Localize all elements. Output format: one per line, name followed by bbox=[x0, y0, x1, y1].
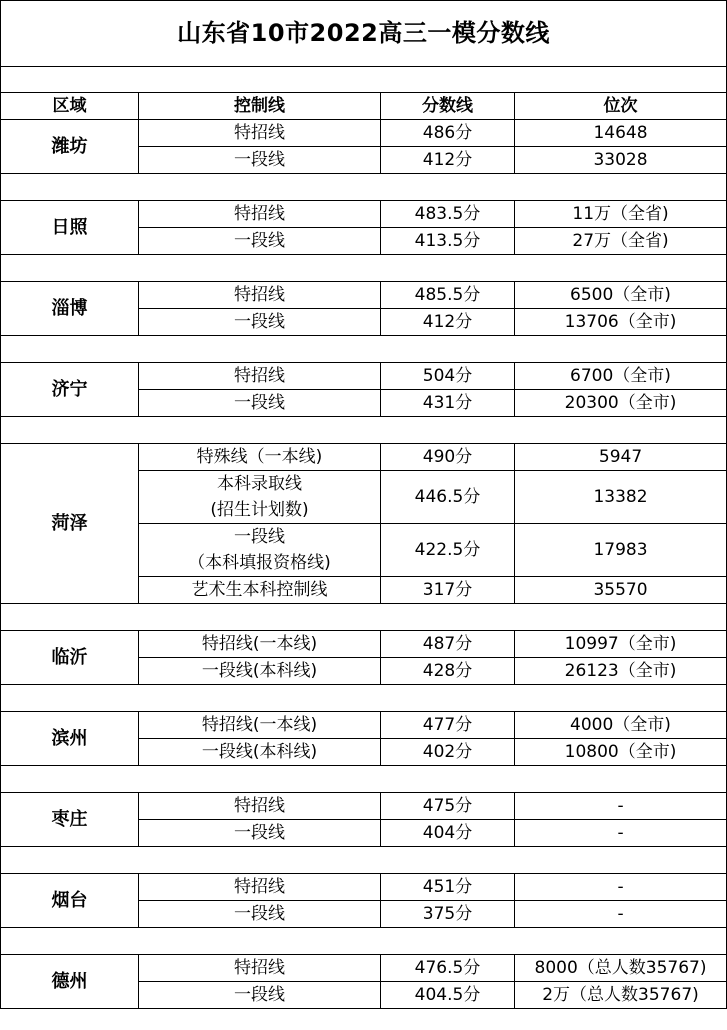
score-cell: 477分 bbox=[381, 712, 515, 739]
table-row bbox=[1, 874, 727, 901]
region-cell: 日照 bbox=[1, 201, 139, 255]
control-line-cell: 特招线 bbox=[139, 120, 381, 147]
rank-cell: 5947 bbox=[515, 444, 727, 471]
bottom-fade bbox=[0, 1020, 726, 1030]
rank-cell: 10800（全市) bbox=[515, 739, 727, 766]
spacer-cell bbox=[1, 766, 727, 793]
control-line-cell: 特招线 bbox=[139, 874, 381, 901]
score-cell: 483.5分 bbox=[381, 201, 515, 228]
rank-cell: 6500（全市) bbox=[515, 282, 727, 309]
control-line-main: 本科录取线 bbox=[217, 474, 302, 494]
control-line-cell: 特招线(一本线) bbox=[139, 712, 381, 739]
score-cell: 428分 bbox=[381, 658, 515, 685]
control-line-cell: 一段线 bbox=[139, 309, 381, 336]
spacer-row bbox=[1, 174, 727, 201]
score-cell: 317分 bbox=[381, 577, 515, 604]
control-line-cell: 特招线(一本线) bbox=[139, 631, 381, 658]
rank-cell: 6700（全市) bbox=[515, 363, 727, 390]
region-cell: 济宁 bbox=[1, 363, 139, 417]
spacer-row bbox=[1, 928, 727, 955]
header-rank: 位次 bbox=[515, 93, 727, 120]
table-row bbox=[1, 201, 727, 228]
score-cell: 402分 bbox=[381, 739, 515, 766]
rank-cell: - bbox=[515, 901, 727, 928]
header-row bbox=[1, 93, 727, 120]
spacer-row bbox=[1, 685, 727, 712]
rank-cell: 11万（全省) bbox=[515, 201, 727, 228]
table-row bbox=[1, 282, 727, 309]
score-cell: 404分 bbox=[381, 820, 515, 847]
rank-cell: 20300（全市) bbox=[515, 390, 727, 417]
score-cell: 412分 bbox=[381, 147, 515, 174]
rank-cell: - bbox=[515, 820, 727, 847]
control-line-cell: 特殊线（一本线) bbox=[139, 444, 381, 471]
rank-cell: 26123（全市) bbox=[515, 658, 727, 685]
title-row bbox=[1, 1, 727, 67]
control-line-main: 一段线 bbox=[234, 527, 285, 547]
region-cell: 菏泽 bbox=[1, 444, 139, 604]
control-line-cell: 一段线(本科线) bbox=[139, 658, 381, 685]
rank-cell: 14648 bbox=[515, 120, 727, 147]
control-line-cell bbox=[139, 524, 381, 577]
rank-cell: 35570 bbox=[515, 577, 727, 604]
rank-cell: 2万（总人数35767) bbox=[515, 982, 727, 1009]
region-cell: 临沂 bbox=[1, 631, 139, 685]
score-cell: 404.5分 bbox=[381, 982, 515, 1009]
score-cell: 504分 bbox=[381, 363, 515, 390]
control-line-cell: 一段线 bbox=[139, 228, 381, 255]
score-cell: 446.5分 bbox=[381, 471, 515, 524]
table-row bbox=[1, 712, 727, 739]
score-cell: 413.5分 bbox=[381, 228, 515, 255]
control-line-note: (招生计划数) bbox=[210, 500, 309, 520]
spacer-row bbox=[1, 255, 727, 282]
header-control-line: 控制线 bbox=[139, 93, 381, 120]
spacer-cell bbox=[1, 336, 727, 363]
region-cell: 潍坊 bbox=[1, 120, 139, 174]
score-cell: 375分 bbox=[381, 901, 515, 928]
control-line-cell: 一段线 bbox=[139, 390, 381, 417]
control-line-cell: 一段线 bbox=[139, 820, 381, 847]
header-region: 区域 bbox=[1, 93, 139, 120]
spacer-cell bbox=[1, 67, 727, 93]
rank-cell: 10997（全市) bbox=[515, 631, 727, 658]
rank-cell: 4000（全市) bbox=[515, 712, 727, 739]
score-cell: 490分 bbox=[381, 444, 515, 471]
control-line-cell: 特招线 bbox=[139, 793, 381, 820]
region-cell: 滨州 bbox=[1, 712, 139, 766]
score-cell: 485.5分 bbox=[381, 282, 515, 309]
rank-cell: 13382 bbox=[515, 471, 727, 524]
spacer-cell bbox=[1, 604, 727, 631]
rank-cell: - bbox=[515, 793, 727, 820]
spacer-row bbox=[1, 417, 727, 444]
spacer-cell bbox=[1, 417, 727, 444]
spacer-row bbox=[1, 604, 727, 631]
score-cell: 487分 bbox=[381, 631, 515, 658]
spacer-cell bbox=[1, 847, 727, 874]
table-row bbox=[1, 631, 727, 658]
score-cell: 486分 bbox=[381, 120, 515, 147]
rank-cell: 27万（全省) bbox=[515, 228, 727, 255]
control-line-cell: 一段线(本科线) bbox=[139, 739, 381, 766]
rank-cell: 8000（总人数35767) bbox=[515, 955, 727, 982]
region-cell: 淄博 bbox=[1, 282, 139, 336]
control-line-cell: 特招线 bbox=[139, 955, 381, 982]
rank-cell: 17983 bbox=[515, 524, 727, 577]
spacer-cell bbox=[1, 928, 727, 955]
control-line-cell: 特招线 bbox=[139, 282, 381, 309]
control-line-cell: 一段线 bbox=[139, 982, 381, 1009]
table-row bbox=[1, 955, 727, 982]
control-line-cell: 一段线 bbox=[139, 147, 381, 174]
rank-cell: 13706（全市) bbox=[515, 309, 727, 336]
region-cell: 烟台 bbox=[1, 874, 139, 928]
table-row bbox=[1, 793, 727, 820]
score-cell: 412分 bbox=[381, 309, 515, 336]
control-line-cell: 艺术生本科控制线 bbox=[139, 577, 381, 604]
control-line-cell: 特招线 bbox=[139, 363, 381, 390]
page-title: 山东省10市2022高三一模分数线 bbox=[1, 1, 727, 67]
spacer-cell bbox=[1, 255, 727, 282]
region-cell: 德州 bbox=[1, 955, 139, 1009]
spacer-row bbox=[1, 336, 727, 363]
score-cell: 476.5分 bbox=[381, 955, 515, 982]
rank-cell: - bbox=[515, 874, 727, 901]
spacer-cell bbox=[1, 174, 727, 201]
region-cell: 枣庄 bbox=[1, 793, 139, 847]
control-line-cell bbox=[139, 471, 381, 524]
score-cell: 422.5分 bbox=[381, 524, 515, 577]
spacer-row bbox=[1, 847, 727, 874]
header-score: 分数线 bbox=[381, 93, 515, 120]
table-row bbox=[1, 363, 727, 390]
score-cell: 431分 bbox=[381, 390, 515, 417]
score-cell: 451分 bbox=[381, 874, 515, 901]
spacer-cell bbox=[1, 685, 727, 712]
spacer-row bbox=[1, 766, 727, 793]
table-row bbox=[1, 444, 727, 471]
control-line-note: （本科填报资格线) bbox=[188, 553, 331, 573]
control-line-cell: 特招线 bbox=[139, 201, 381, 228]
control-line-cell: 一段线 bbox=[139, 901, 381, 928]
rank-cell: 33028 bbox=[515, 147, 727, 174]
score-cell: 475分 bbox=[381, 793, 515, 820]
spacer-row bbox=[1, 67, 727, 93]
table-row bbox=[1, 120, 727, 147]
